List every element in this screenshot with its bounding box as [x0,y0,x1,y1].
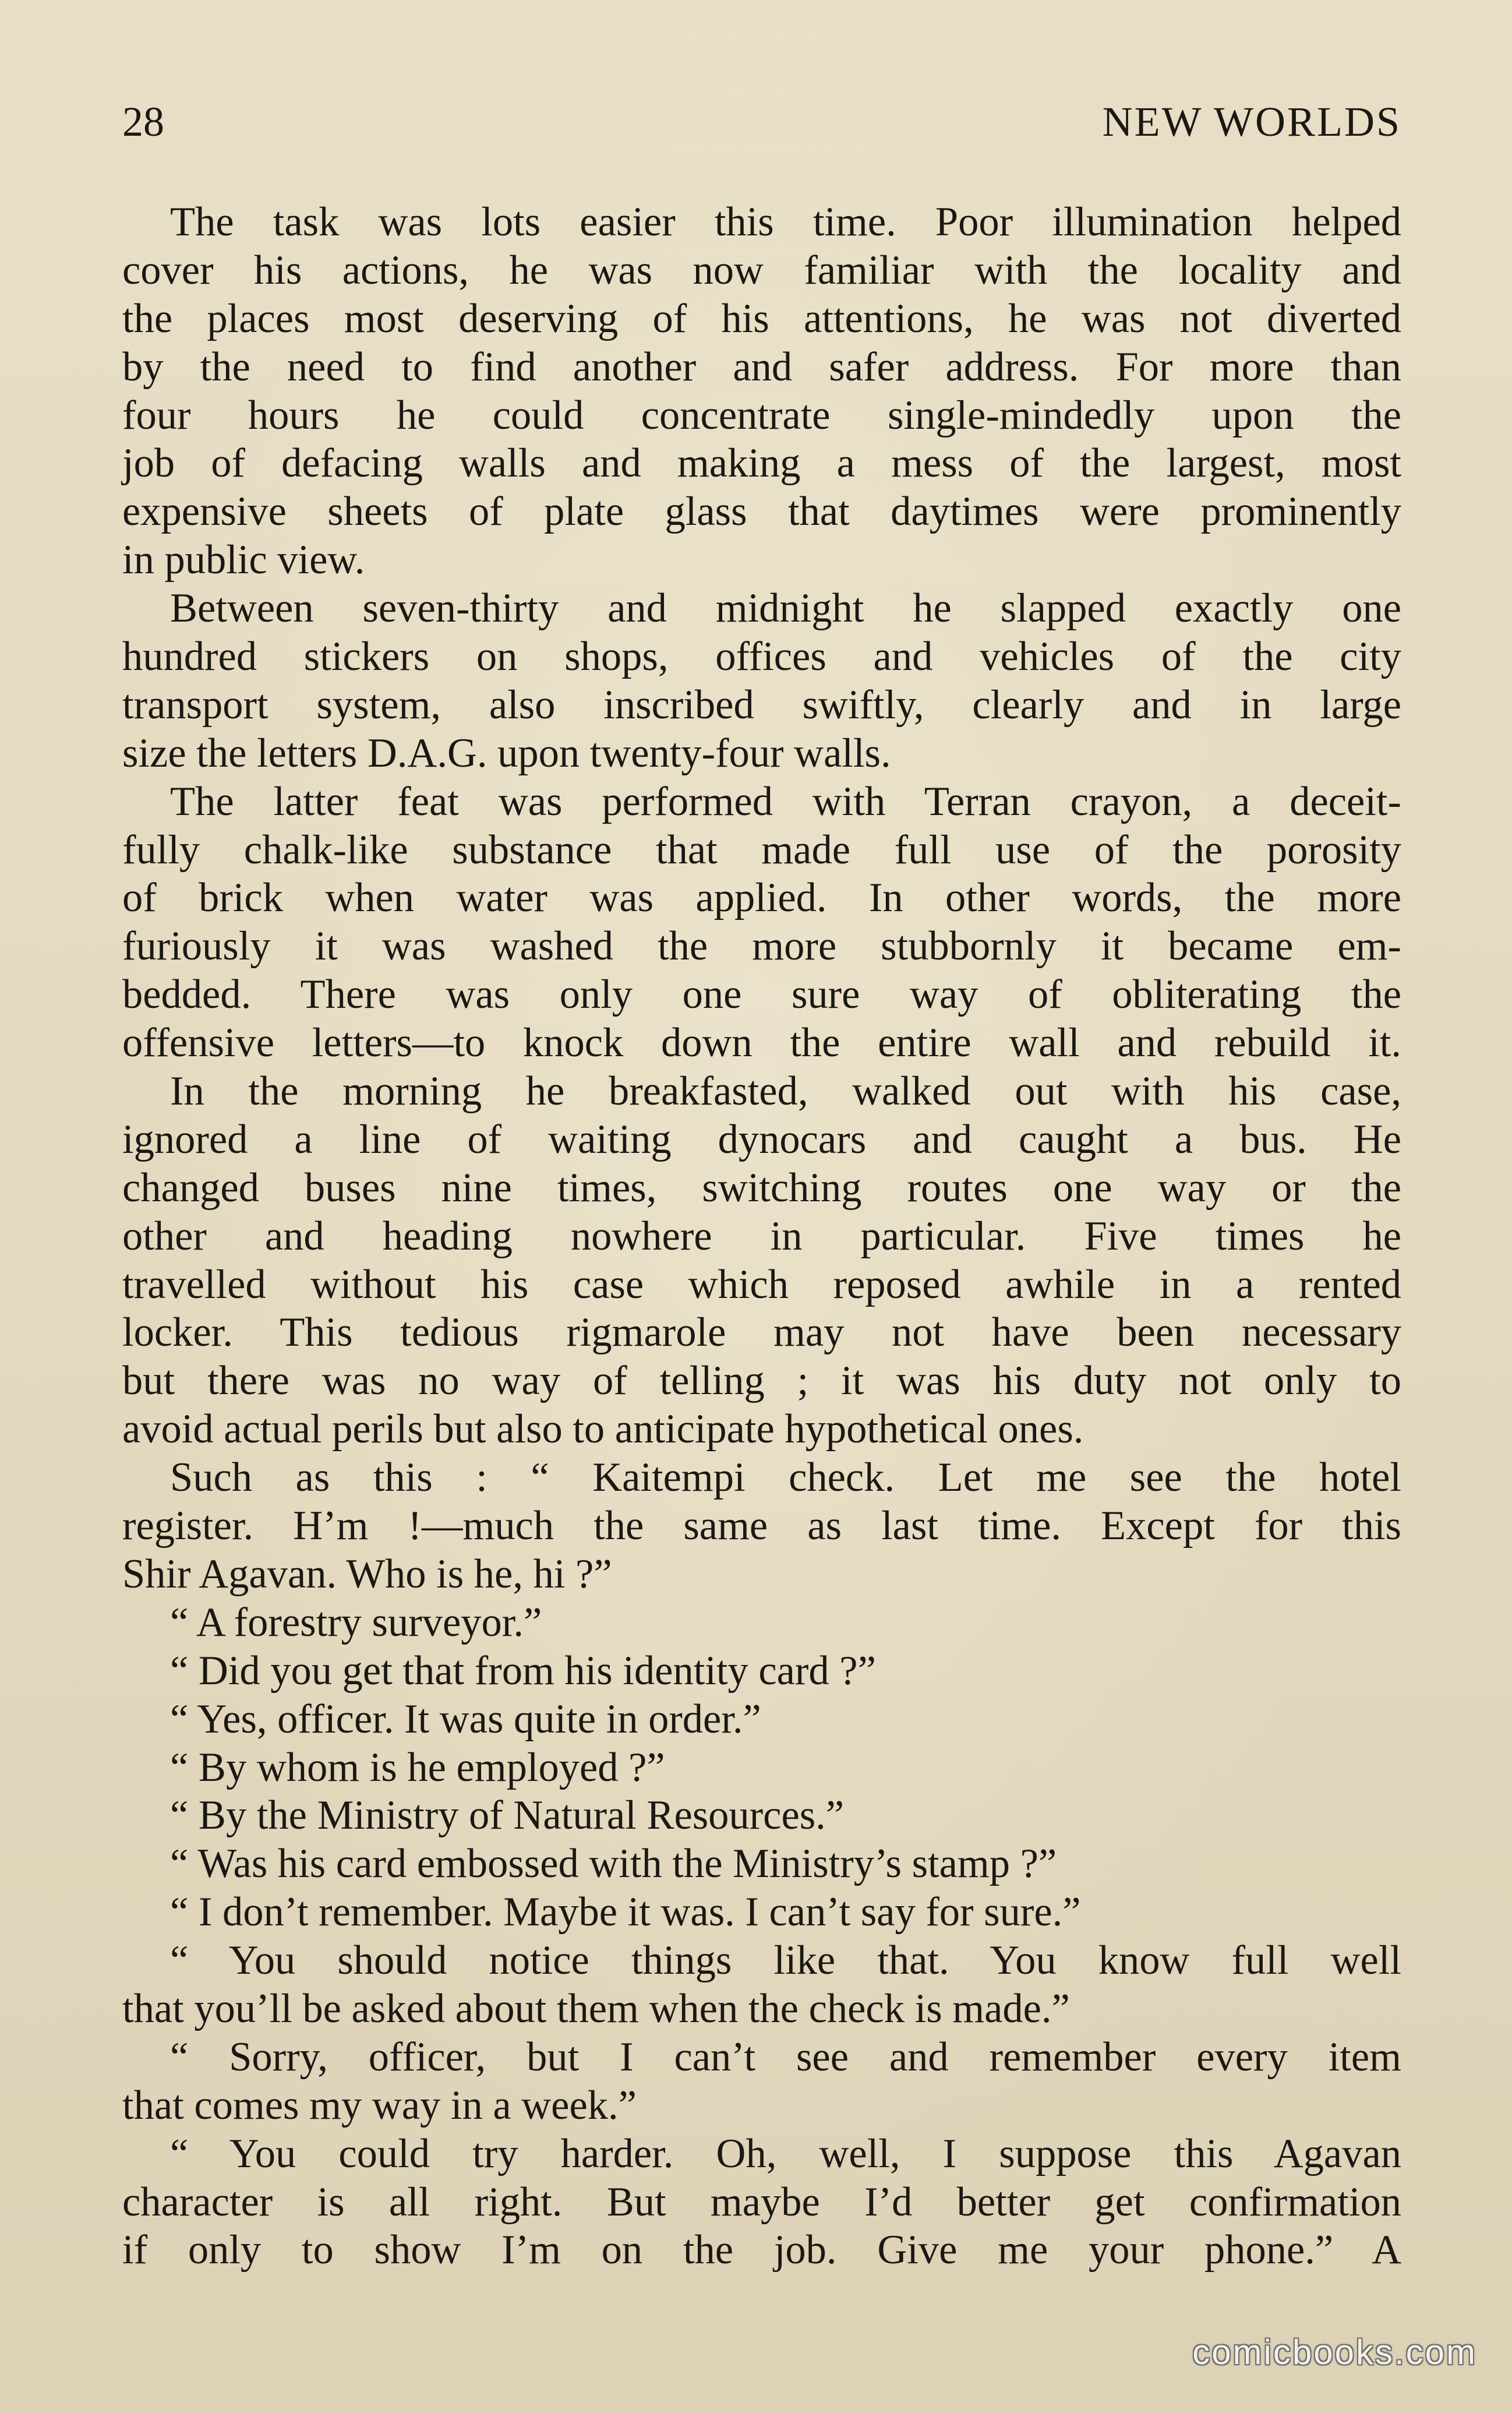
text-line: The latter feat was performed with Terran crayon, a deceit- [170,778,1401,824]
page-header [122,98,1401,156]
body-text [122,198,1401,2274]
text-line: locker. This tedious rigmarole may not have been necessary [122,1310,1401,1356]
text-line: size the letters D.A.G. upon twenty-four walls. [122,730,891,776]
dialogue-line: “ You should notice things like that. You know full well [170,1938,1401,1984]
site-watermark: comicbooks.com [1192,2333,1477,2372]
text-line: of brick when water was applied. In other words, the more [122,875,1401,921]
dialogue-line: that you’ll be asked about them when the check is made.” [122,1985,1070,2031]
dialogue-line: “ Yes, officer. It was quite in order.” [170,1696,761,1742]
dialogue-line: “ By whom is he employed ?” [170,1744,665,1790]
running-head: NEW WORLDS [1102,98,1401,145]
dialogue-line: “ You could try harder. Oh, well, I suppose this Agavan [170,2130,1401,2176]
text-line: furiously it was washed the more stubbornly it became em- [122,923,1401,969]
text-line: register. H’m !—much the same as last time. Except for this [122,1503,1401,1549]
text-line: by the need to find another and safer address. For more than [122,344,1401,390]
text-line: in public view. [122,537,365,583]
dialogue-line: “ I don’t remember. Maybe it was. I can’t say for sure.” [170,1889,1081,1935]
text-line: avoid actual perils but also to anticipate hypothetical ones. [122,1406,1084,1452]
page-number: 28 [122,98,164,145]
dialogue-line: “ Was his card embossed with the Ministry’s stamp ?” [170,1841,1057,1887]
dialogue-line: “ Did you get that from his identity card ?” [170,1648,876,1694]
text-line: Shir Agavan. Who is he, hi ?” [122,1551,612,1597]
text-line: hundred stickers on shops, offices and vehicles of the city [122,634,1401,680]
text-line: bedded. There was only one sure way of obliterating the [122,972,1401,1018]
text-line: expensive sheets of plate glass that daytimes were prominently [122,489,1401,535]
text-line: offensive letters—to knock down the entire wall and rebuild it. [122,1020,1401,1066]
text-line: travelled without his case which reposed awhile in a rented [122,1261,1401,1307]
text-line: transport system, also inscribed swiftly, clearly and in large [122,682,1401,728]
dialogue-line: character is all right. But maybe I’d better get confirmation [122,2179,1401,2225]
text-line: ignored a line of waiting dynocars and caught a bus. He [122,1116,1401,1162]
text-line: but there was no way of telling ; it was his duty not only to [122,1358,1401,1404]
text-line: Between seven-thirty and midnight he slapped exactly one [170,585,1401,632]
text-line: other and heading nowhere in particular. Five times he [122,1213,1401,1259]
dialogue-line: “ Sorry, officer, but I can’t see and remember every item [170,2034,1401,2080]
text-line: four hours he could concentrate single-mindedly upon the [122,392,1401,438]
text-line: In the morning he breakfasted, walked out with his case, [170,1068,1401,1114]
dialogue-line: “ A forestry surveyor.” [170,1599,542,1645]
text-line: job of defacing walls and making a mess of the largest, most [122,440,1401,486]
text-line: the places most deserving of his attentions, he was not diverted [122,295,1401,341]
dialogue-line: “ By the Ministry of Natural Resources.” [170,1793,845,1839]
text-line: changed buses nine times, switching routes one way or the [122,1165,1401,1211]
dialogue-line: that comes my way in a week.” [122,2082,637,2128]
text-line: cover his actions, he was now familiar with the locality and [122,247,1401,293]
dialogue-line: if only to show I’m on the job. Give me your phone.” A [122,2227,1401,2273]
text-line: The task was lots easier this time. Poor illumination helped [170,199,1401,245]
text-line: fully chalk-like substance that made full use of the porosity [122,827,1401,873]
text-line: Such as this : “ Kaitempi check. Let me see the hotel [170,1455,1401,1501]
